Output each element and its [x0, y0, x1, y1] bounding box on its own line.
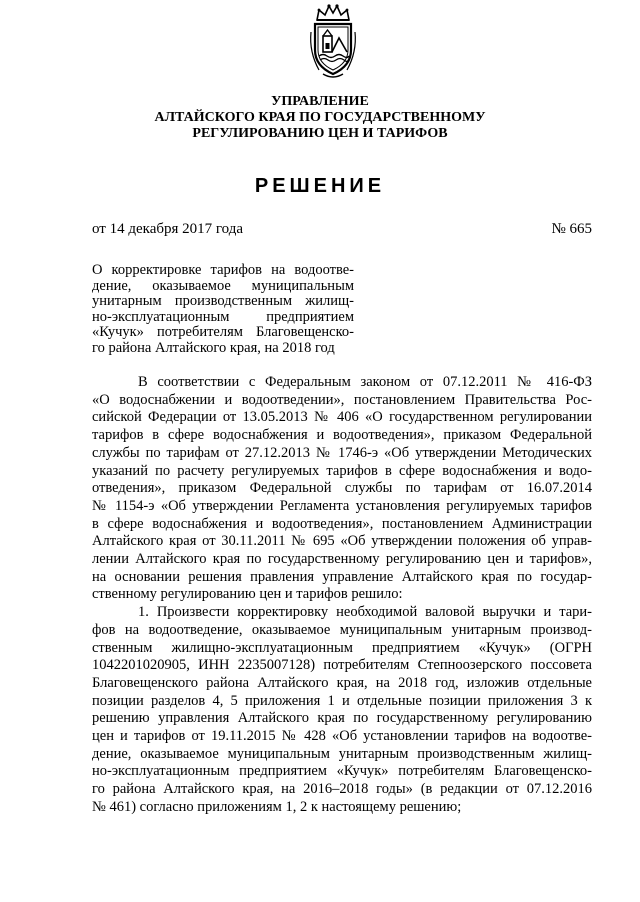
clause-1-line: но-эксплуатационным предприятием «Кучук» потребителям Благовещенско- — [92, 763, 592, 780]
preamble-line: ственному регулированию цен и тарифов решило: — [92, 586, 403, 603]
preamble-line: № 1154-э «Об утверждении Регламента установления регулируемых тарифов — [92, 497, 592, 514]
issuing-authority — [0, 94, 640, 142]
preamble-line: отведения», приказом Федеральной службы по тарифам от 16.07.2014 — [92, 480, 592, 497]
clause-1-line: 1042201020905, ИНН 2235007128) потребителям Степноозерского поссовета — [92, 657, 592, 674]
preamble-line: «О водоснабжении и водоотведении», постановлением Правительства Рос- — [92, 391, 592, 408]
clause-1-line: решению управления Алтайского края по государственному регулированию — [92, 710, 592, 727]
preamble-line: службы по тарифам от 27.12.2013 № 1746-э «Об утверждении Методических — [92, 444, 592, 461]
clause-1-line: 1. Произвести корректировку необходимой валовой выручки и тари- — [138, 604, 592, 621]
preamble-line: В соответствии с Федеральным законом от 07.12.2011 № 416-ФЗ — [138, 374, 592, 390]
preamble-line: на основании решения правления управление Алтайского края по государ- — [92, 568, 592, 585]
subject-line: го района Алтайского края, на 2018 год — [92, 339, 335, 356]
subject-line: «Кучук» потребителям Благовещенско- — [92, 324, 354, 340]
preamble-line: в сфере водоснабжения и водоотведения», постановлением Администрации — [92, 515, 592, 532]
clause-1-line: дение, оказываемое муниципальным унитарным производственным жилищ- — [92, 745, 592, 762]
preamble-line: указаний по расчету регулируемых тарифов в сфере водоснабжения и водо- — [92, 462, 592, 479]
preamble-line: тарифов в сфере водоснабжения и водоотведения», приказом Федеральной — [92, 427, 592, 444]
document-body — [92, 374, 592, 817]
document-date: от 14 декабря 2017 года — [92, 221, 244, 237]
clause-1-line: позиции разделов 4, 5 приложения 1 и отдельные позиции приложения 3 к — [92, 692, 592, 709]
preamble-line: лении Алтайского края по государственному регулированию цен и тарифов», — [92, 551, 592, 568]
preamble-line: сийской Федерации от 13.05.2013 № 406 «О государственном регулировании — [92, 409, 592, 426]
subject-line: унитарным производственным жилищ- — [92, 293, 354, 309]
subject-line: дение, оказываемое муниципальным — [92, 277, 354, 294]
clause-1-line: фов на водоотведение, оказываемое муниципальным унитарным производ- — [92, 621, 592, 638]
preamble-line: Алтайского края от 30.11.2011 № 695 «Об утверждении положения об управ- — [92, 533, 592, 550]
document-subject — [92, 263, 354, 356]
altai-krai-coat-of-arms-icon — [305, 2, 361, 82]
subject-line: О корректировке тарифов на водоотве- — [92, 262, 354, 278]
clause-1-line: ственным жилищно-эксплуатационным предприятием «Кучук» (ОГРН — [92, 639, 592, 656]
subject-line: но-эксплуатационным предприятием — [92, 308, 354, 325]
clause-1-line: № 461) согласно приложениям 1, 2 к настоящему решению; — [92, 798, 462, 815]
clause-1-line: го района Алтайского края, на 2016–2018 годы» (в редакции от 07.12.2016 — [92, 781, 592, 798]
document-title: РЕШЕНИЕ — [254, 175, 386, 197]
document-number: № 665 — [551, 221, 592, 237]
authority-line-2: АЛТАЙСКОГО КРАЯ ПО ГОСУДАРСТВЕННОМУ — [154, 110, 486, 125]
clause-1-line: Благовещенского района Алтайского края, на 2018 год, изложив отдельные — [92, 674, 592, 691]
clause-1-line: цен и тарифов от 19.11.2015 № 428 «Об установлении тарифов на водоотве- — [92, 728, 592, 745]
authority-line-3: РЕГУЛИРОВАНИЮ ЦЕН И ТАРИФОВ — [192, 126, 448, 141]
authority-line-1: УПРАВЛЕНИЕ — [271, 94, 369, 109]
